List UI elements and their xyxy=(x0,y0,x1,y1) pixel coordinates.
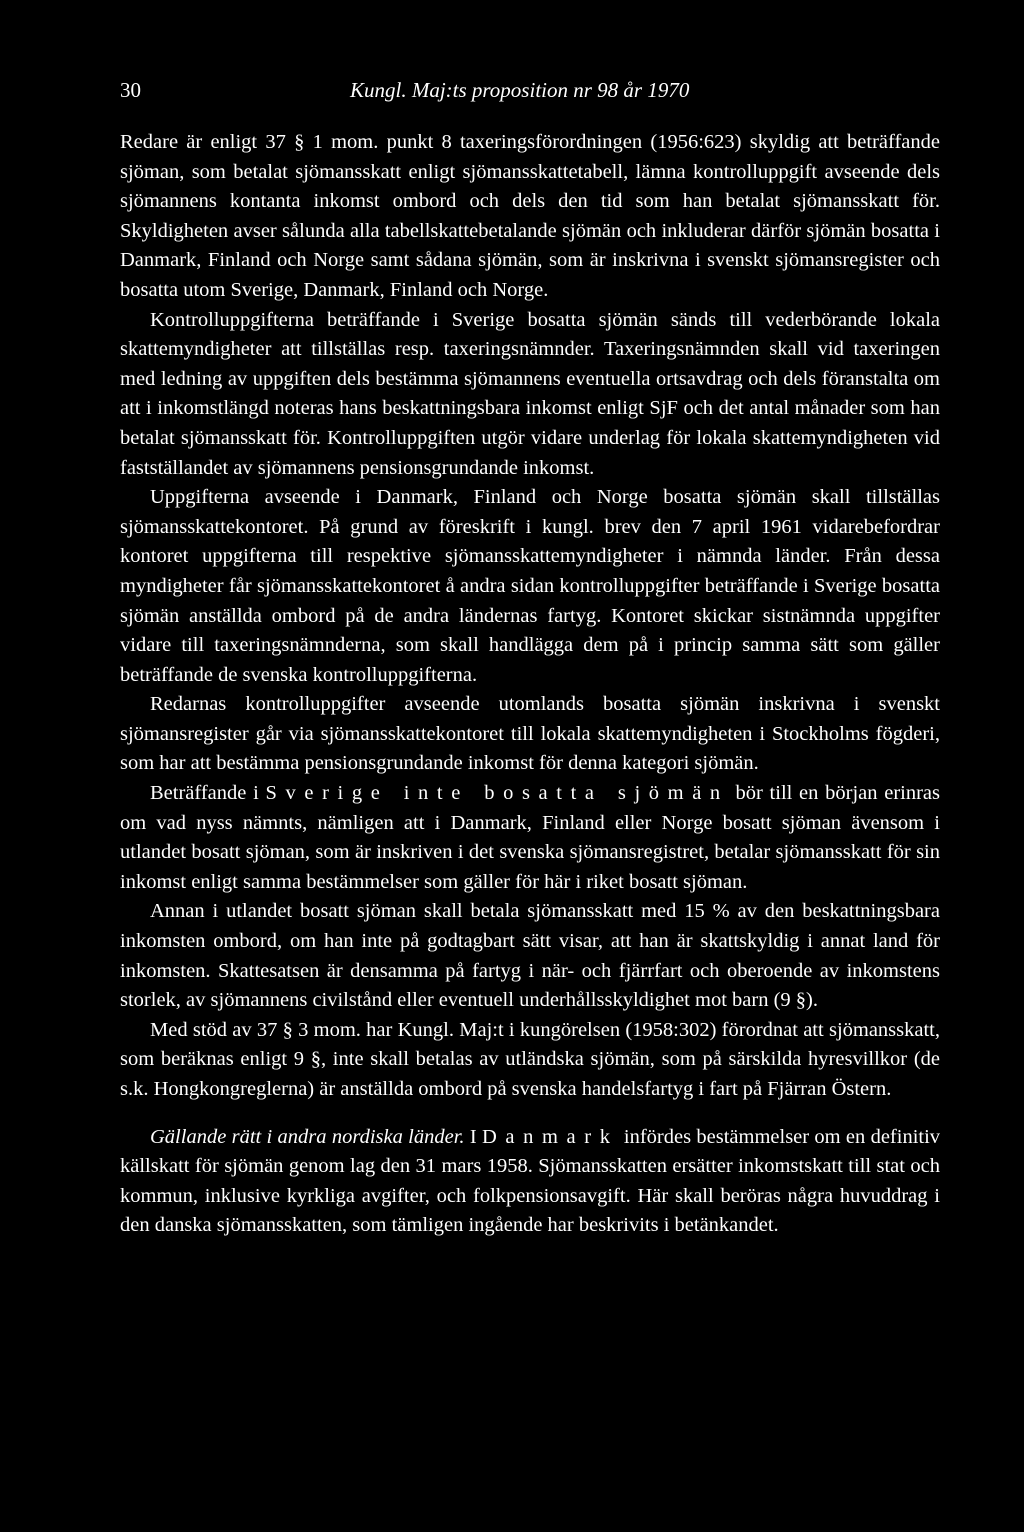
paragraph-lead: Beträffande i xyxy=(150,782,259,805)
section-lead: I xyxy=(469,1125,477,1148)
paragraph: Annan i utlandet bosatt sjöman skall betala sjömansskatt med 15 % av den beskattningsbara inkomsten ombord, om han inte på godtagbart sätt visar, att han är skattskyldig i annat land för inkomsten. Skattesatsen är densamma på fartyg i när- och fjärrfart och oberoende av inkomstens storlek, av sjömannens civilstånd eller eventuell underhållsskyldighet mot barn (9 §). xyxy=(120,900,940,1012)
paragraph: Med stöd av 37 § 3 mom. har Kungl. Maj:t i kungörelsen (1958:302) förordnat att sjömansskatt, som beräknas enligt 9 §, inte skall betalas av utländska sjömän, som på särskilda hyresvillkor (de s.k. Hongkongreglerna) är anställda ombord på svenska handelsfartyg i fart på Fjärran Östern. xyxy=(120,1018,940,1100)
running-title: Kungl. Maj:ts proposition nr 98 år 1970 xyxy=(350,78,690,102)
body-text xyxy=(120,128,940,1241)
paragraph: Redare är enligt 37 § 1 mom. punkt 8 taxeringsförordningen (1956:623) skyldig att beträffande sjöman, som betalat sjömansskatt enligt sjömansskattetabell, lämna kontrolluppgift avseende dels sjömannens kontanta inkomst ombord och dels den tid som han betalat sjömansskatt för. Skyldigheten avser sålunda alla tabellskattebetalande sjömän och inkluderar därför sjömän bosatta i Danmark, Finland och Norge samt sådana sjömän, som är inskrivna i svenskt sjömansregister och bosatta utom Sverige, Danmark, Finland och Norge. xyxy=(120,131,940,301)
page-number: 30 xyxy=(120,78,141,102)
paragraph-text: bör till en början erinras om vad nyss nämnts, nämligen att i Danmark, Finland eller Norge bosatt sjöman ävensom i utlandet bosatt sjöman, som är inskriven i det svenska sjömansregistret, betalar sjömansskatt för sin inkomst enligt samma bestämmelser som gäller för här i riket bosatt sjöman. xyxy=(120,782,940,893)
page-header xyxy=(120,74,920,106)
spaced-country: Danmark xyxy=(482,1125,619,1148)
spaced-emphasis: Sverige inte bosatta sjömän xyxy=(265,782,729,805)
section-heading: Gällande rätt i andra nordiska länder. xyxy=(150,1125,465,1148)
paragraph: Uppgifterna avseende i Danmark, Finland och Norge bosatta sjömän skall tillställas sjömansskattekontoret. På grund av föreskrift i kungl. brev den 7 april 1961 vidarebefordrar kontoret uppgifterna till respektive sjömansskattemyndigheter i nämnda länder. Från dessa myndigheter får sjömansskattekontoret å andra sidan kontrolluppgifter beträffande i Sverige bosatta sjömän anställda ombord på de andra ländernas fartyg. Kontoret skickar sistnämnda uppgifter vidare till taxeringsnämnderna, som skall handlägga dem på i princip samma sätt som gäller beträffande de svenska kontrolluppgifterna. xyxy=(120,486,940,686)
paragraph: Kontrolluppgifterna beträffande i Sverige bosatta sjömän sänds till vederbörande lokala skattemyndigheter att tillställas resp. taxeringsnämnder. Taxeringsnämnden skall vid taxeringen med ledning av uppgiften dels bestämma sjömannens eventuella ortsavdrag och dels föranstalta om att i inkomstlängd noteras hans beskattningsbara inkomst enligt SjF och det antal månader som han betalat sjömansskatt för. Kontrolluppgiften utgör vidare underlag för lokala skattemyndigheten vid fastställandet av sjömannens pensionsgrundande inkomst. xyxy=(120,308,940,479)
paragraph: Redarnas kontrolluppgifter avseende utomlands bosatta sjömän inskrivna i svenskt sjömansregister går via sjömansskattekontoret till lokala skattemyndigheten i Stockholms fögderi, som har att bestämma pensionsgrundande inkomst för denna kategori sjömän. xyxy=(120,693,940,775)
section-paragraph xyxy=(120,1123,940,1241)
paragraph xyxy=(120,779,940,897)
section-text: infördes bestämmelser om en definitiv källskatt för sjömän genom lag den 31 mars 1958. Sjömansskatten ersätter inkomstskatt till stat och kommun, inklusive kyrkliga avgifter, och folkpensionsavgift. Här skall beröras några huvuddrag i den danska sjömansskatten, som tämligen ingående har beskrivits i betänkandet. xyxy=(120,1125,941,1237)
